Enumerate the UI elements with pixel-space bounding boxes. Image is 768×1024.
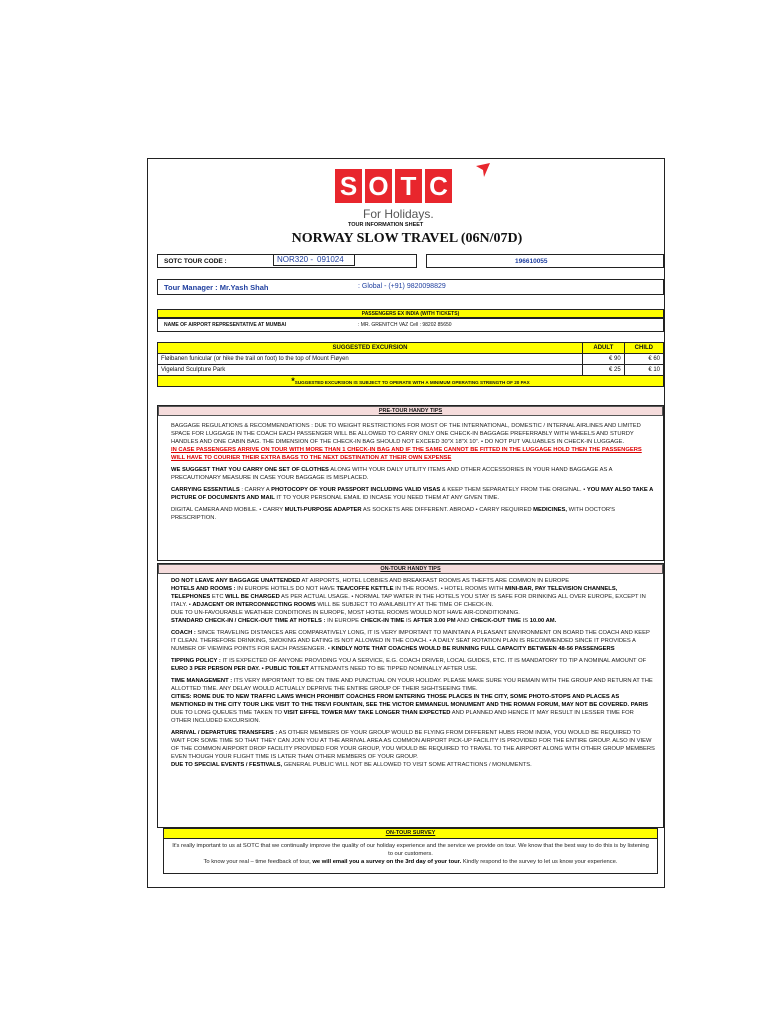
excursion-table [157,342,664,387]
tour-date: 091024 [317,255,344,264]
essentials-tip: CARRYING ESSENTIALS : CARRY A PHOTOCOPY OF YOUR PASSPORT INCLUDING VALID VISAS & KEEP THEM SEPARATELY FROM THE ORIGINAL. • YOU MAY ALSO TAKE A PICTURE OF DOCUMENTS AND MAIL IT TO YOUR PERSONAL EMAIL ID INCASE YOU NEED THEM AT ANY GIVEN TIME. [171,487,654,501]
table-row [158,354,664,365]
on-tour-section [157,563,664,828]
adult-header: ADULT [583,343,625,354]
pre-tour-section [157,405,664,561]
logo-letter: C [425,169,452,203]
excursion-name: Vigeland Sculpture Park [158,365,583,376]
survey-section [163,828,658,874]
table-row [158,365,664,376]
booking-box [426,254,664,268]
tour-info-sheet [147,158,665,888]
adapter-tip: DIGITAL CAMERA AND MOBILE. • CARRY MULTI-PURPOSE ADAPTER AS SOCKETS ARE DIFFERENT. ABROAD • CARRY REQUIRED MEDICINES, WITH DOCTOR'S PRESCRIPTION. [171,507,616,521]
child-header: CHILD [624,343,663,354]
logo-letter: T [395,169,422,203]
tour-code-label: SOTC TOUR CODE : [164,258,227,265]
on-tour-body [171,577,655,769]
on-tour-header: ON-TOUR HANDY TIPS [158,564,663,574]
events-tip: DUE TO SPECIAL EVENTS / FESTIVALS, GENERAL PUBLIC WILL NOT BE ALLOWED TO VISIT SOME ATTRACTIONS / MONUMENTS. [171,762,532,768]
tour-manager: Tour Manager : Mr.Yash Shah [164,283,269,292]
hotels-tip: HOTELS AND ROOMS : IN EUROPE HOTELS DO NOT HAVE TEA/COFFE KETTLE IN THE ROOMS. • HOTEL ROOMS WITH MINI-BAR, PAY TELEVISION CHANNELS, TELEPHONES ETC WILL BE CHARGED AS PER ACTUAL USAGE. • NORMAL TAP WATER IN THE HOTELS YOU STAY IS SAFE FOR DRINKING ALL OVER EUROPE, EXCEPT IN ITALY. • ADJACENT OR INTERCONNECTING ROOMS WILL BE SUBJECT TO AVAILABILITY AT THE TIME OF CHECK-IN. [171,586,646,608]
manager-contact: : Global - (+91) 9820098829 [358,283,446,290]
tagline: For Holidays. [363,207,434,221]
sotc-logo [335,169,480,203]
excursion-name: Fløibanen funicular (or hike the trail on foot) to the top of Mount Fløyen [158,354,583,365]
tour-title: NORWAY SLOW TRAVEL (06N/07D) [291,231,523,246]
logo-arrow-icon [476,163,490,177]
time-management-tip: TIME MANAGEMENT : ITS VERY IMPORTANT TO BE ON TIME AND PUNCTUAL ON YOUR HOLIDAY. PLEASE MAKE SURE YOU REMAIN WITH THE GROUP AND RETURN AT THE ALLOTTED TIME. ANY DELAY WOULD ACTUALLY DEPRIVE THE ENTIRE GROUP OF THEIR SIGHTSEEING TIME. [171,678,653,692]
logo-letter: S [335,169,362,203]
child-price: € 10 [624,365,663,376]
baggage-warning: IN CASE PASSENGERS ARRIVE ON TOUR WITH MORE THAN 1 CHECK-IN BAG AND IF THE SAME CANNOT BE FITTED IN THE LUGGAGE HOLD THEN THE PASSENGERS WILL HAVE TO COURIER THEIR EXTRA BAGS TO THE NEXT DESTINATION AT THEIR OWN EXPENSE [171,447,642,461]
baggage-unattended-tip: DO NOT LEAVE ANY BAGGAGE UNATTENDED AT AIRPORTS, HOTEL LOBBIES AND BREAKFAST ROOMS AS THEFTS ARE COMMON IN EUROPE [171,578,570,584]
logo-letter: O [365,169,392,203]
checkin-tip: STANDARD CHECK-IN / CHECK-OUT TIME AT HOTELS : IN EUROPE CHECK-IN TIME IS AFTER 3.00 PM AND CHECK-OUT TIME IS 10.00 AM. [171,618,557,624]
tour-code-field [273,254,355,266]
pre-tour-header: PRE-TOUR HANDY TIPS [158,406,663,416]
coach-tip: COACH : SINCE TRAVELING DISTANCES ARE COMPARATIVELY LONG, IT IS VERY IMPORTANT TO MAINTAIN A PLEASANT ENVIRONMENT ON BOARD THE COACH AND KEEP IT CLEAN. THEREFORE DRINKING, SMOKING AND EATING IS NOT ALLOWED IN THE COACH. • A DAILY SEAT ROTATION PLAN IS RECOMMENDED SINCE IT PROVIDES A NUMBER OF VIEWING POINTS FOR EACH PASSENGER. • KINDLY NOTE THAT COACHES WOULD BE RUNNING FULL CAPACITY BETWEEN 48-56 PASSENGERS [171,630,650,652]
child-price: € 60 [624,354,663,365]
survey-line-2: To know your real – time feedback of tour, we will email you a survey on the 3rd day of your tour. Kindly respond to the survey to let us know your experience. [203,859,618,865]
weather-tip: DUE TO UN-FAVOURABLE WEATHER CONDITIONS IN EUROPE, MOST HOTEL ROOMS WOULD NOT HAVE AIR-CONDITIONING. [171,610,520,616]
tipping-tip: TIPPING POLICY : IT IS EXPECTED OF ANYONE PROVIDING YOU A SERVICE, E.G. COACH DRIVER, LOCAL GUIDES, ETC. IT IS MANDATORY TO TIP A NOMINAL AMOUNT OF EURO 3 PER PERSON PER DAY. • PUBLIC TOILET ATTENDANTS NEED TO BE TIPPED NOMINALLY AFTER USE. [171,658,647,672]
sheet-label: TOUR INFORMATION SHEET [348,222,424,228]
survey-body [164,839,657,866]
airport-row [157,318,664,332]
excursion-note [158,376,664,387]
survey-line-1: It's really important to us at SOTC that we continually improve the quality of our holiday experience and the service we provide on tour. We know that the best way to do this is by listening to our customers. [172,843,649,857]
booking-number: 196610055 [515,258,548,265]
cities-tip: CITIES: ROME DUE TO NEW TRAFFIC LAWS WHICH PROHIBIT COACHES FROM ENTERING THOSE PLACES IN THE CITY, SOME PHOTO-STOPS AND PLACES AS MENTIONED IN THE CITY TOUR LIKE VISIT TO THE TREVI FOUNTAIN, SEE THE VICTOR EMMANEUL MONUMENT AND THE ROMAN FORUM, MAY NOT BE COVERED. PARIS DUE TO LONG QUEUES TIME TAKEN TO VISIT EIFFEL TOWER MAY TAKE LONGER THAN EXPECTED AND PLANNED AND HENCE IT MAY RESULT IN LESSER TIME FOR OTHER INCLUDED EXCURSION. [171,694,648,724]
airport-rep: : MR. GRENITCH VAZ Cell : 98202 85650 [358,322,452,328]
note-asterisk: * [291,376,295,386]
survey-header: ON-TOUR SURVEY [164,829,657,839]
baggage-tip: BAGGAGE REGULATIONS & RECOMMENDATIONS : DUE TO WEIGHT RESTRICTIONS FOR MOST OF THE INTERNATIONAL, DOMESTIC / INTERNAL AIRLINES AND LIMITED SPACE FOR LUGGAGE IN THE COACH EACH PASSENGER WILL BE ALLOWED TO CARRY ONLY ONE CHECK-IN BAGGAGE PREFERRABLY WITH WHEELS AND STURDY HANDLES AND ONE CABIN BAG. THE DIMENSION OF THE CHECK-IN BAG SHOULD NOT EXCEED 30"X 18"X 10". • DO NOT PUT VALUABLES IN CHECK-IN LUGGAGE. [171,423,641,445]
transfers-tip: ARRIVAL / DEPARTURE TRANSFERS : AS OTHER MEMBERS OF YOUR GROUP WOULD BE FLYING FROM DIFFERENT HUBS FROM INDIA, YOU WOULD BE REQUIRED TO WAIT FOR SOME TIME SO THAT THEY CAN JOIN YOU AT THE ARRIVAL AREA AS COMMON AIRPORT PICK-UP FACILITY IS PROVIDED FOR THE ENTIRE GROUP. ALSO IN VIEW OF THE COMMON AIRPORT DROP FACILITY PROVIDED FOR YOUR GROUP, YOU WOULD BE REQUIRED TO TRAVEL TO THE AIRPORT ALONG WITH OTHER GROUP MEMBERS EVEN THOUGH YOUR FLIGHT TIME IS LATER THAN OTHER MEMBERS OF YOUR GROUP. [171,730,655,760]
tour-code: NOR320 - [277,255,314,264]
excursion-header: SUGGESTED EXCURSION [158,343,583,354]
clothes-tip: WE SUGGEST THAT YOU CARRY ONE SET OF CLOTHES ALONG WITH YOUR DAILY UTILITY ITEMS AND OTHER ACCESSORIES IN YOUR HAND BAGGAGE AS A PRECAUTIONARY MEASURE IN CASE YOUR BAGGAGE IS MISPLACED. [171,467,613,481]
adult-price: € 90 [583,354,625,365]
tour-manager-box [157,279,664,295]
adult-price: € 25 [583,365,625,376]
airport-header: PASSENGERS EX INDIA (WITH TICKETS) [157,309,664,318]
pre-tour-body [171,422,655,522]
note-text: SUGGESTED EXCURSION IS SUBJECT TO OPERATE WITH A MINIMUM OPERATING STRENGTH OF 20 PAX [294,380,530,385]
airport-label: NAME OF AIRPORT REPRESENTATIVE AT MUMBAI [164,322,287,328]
